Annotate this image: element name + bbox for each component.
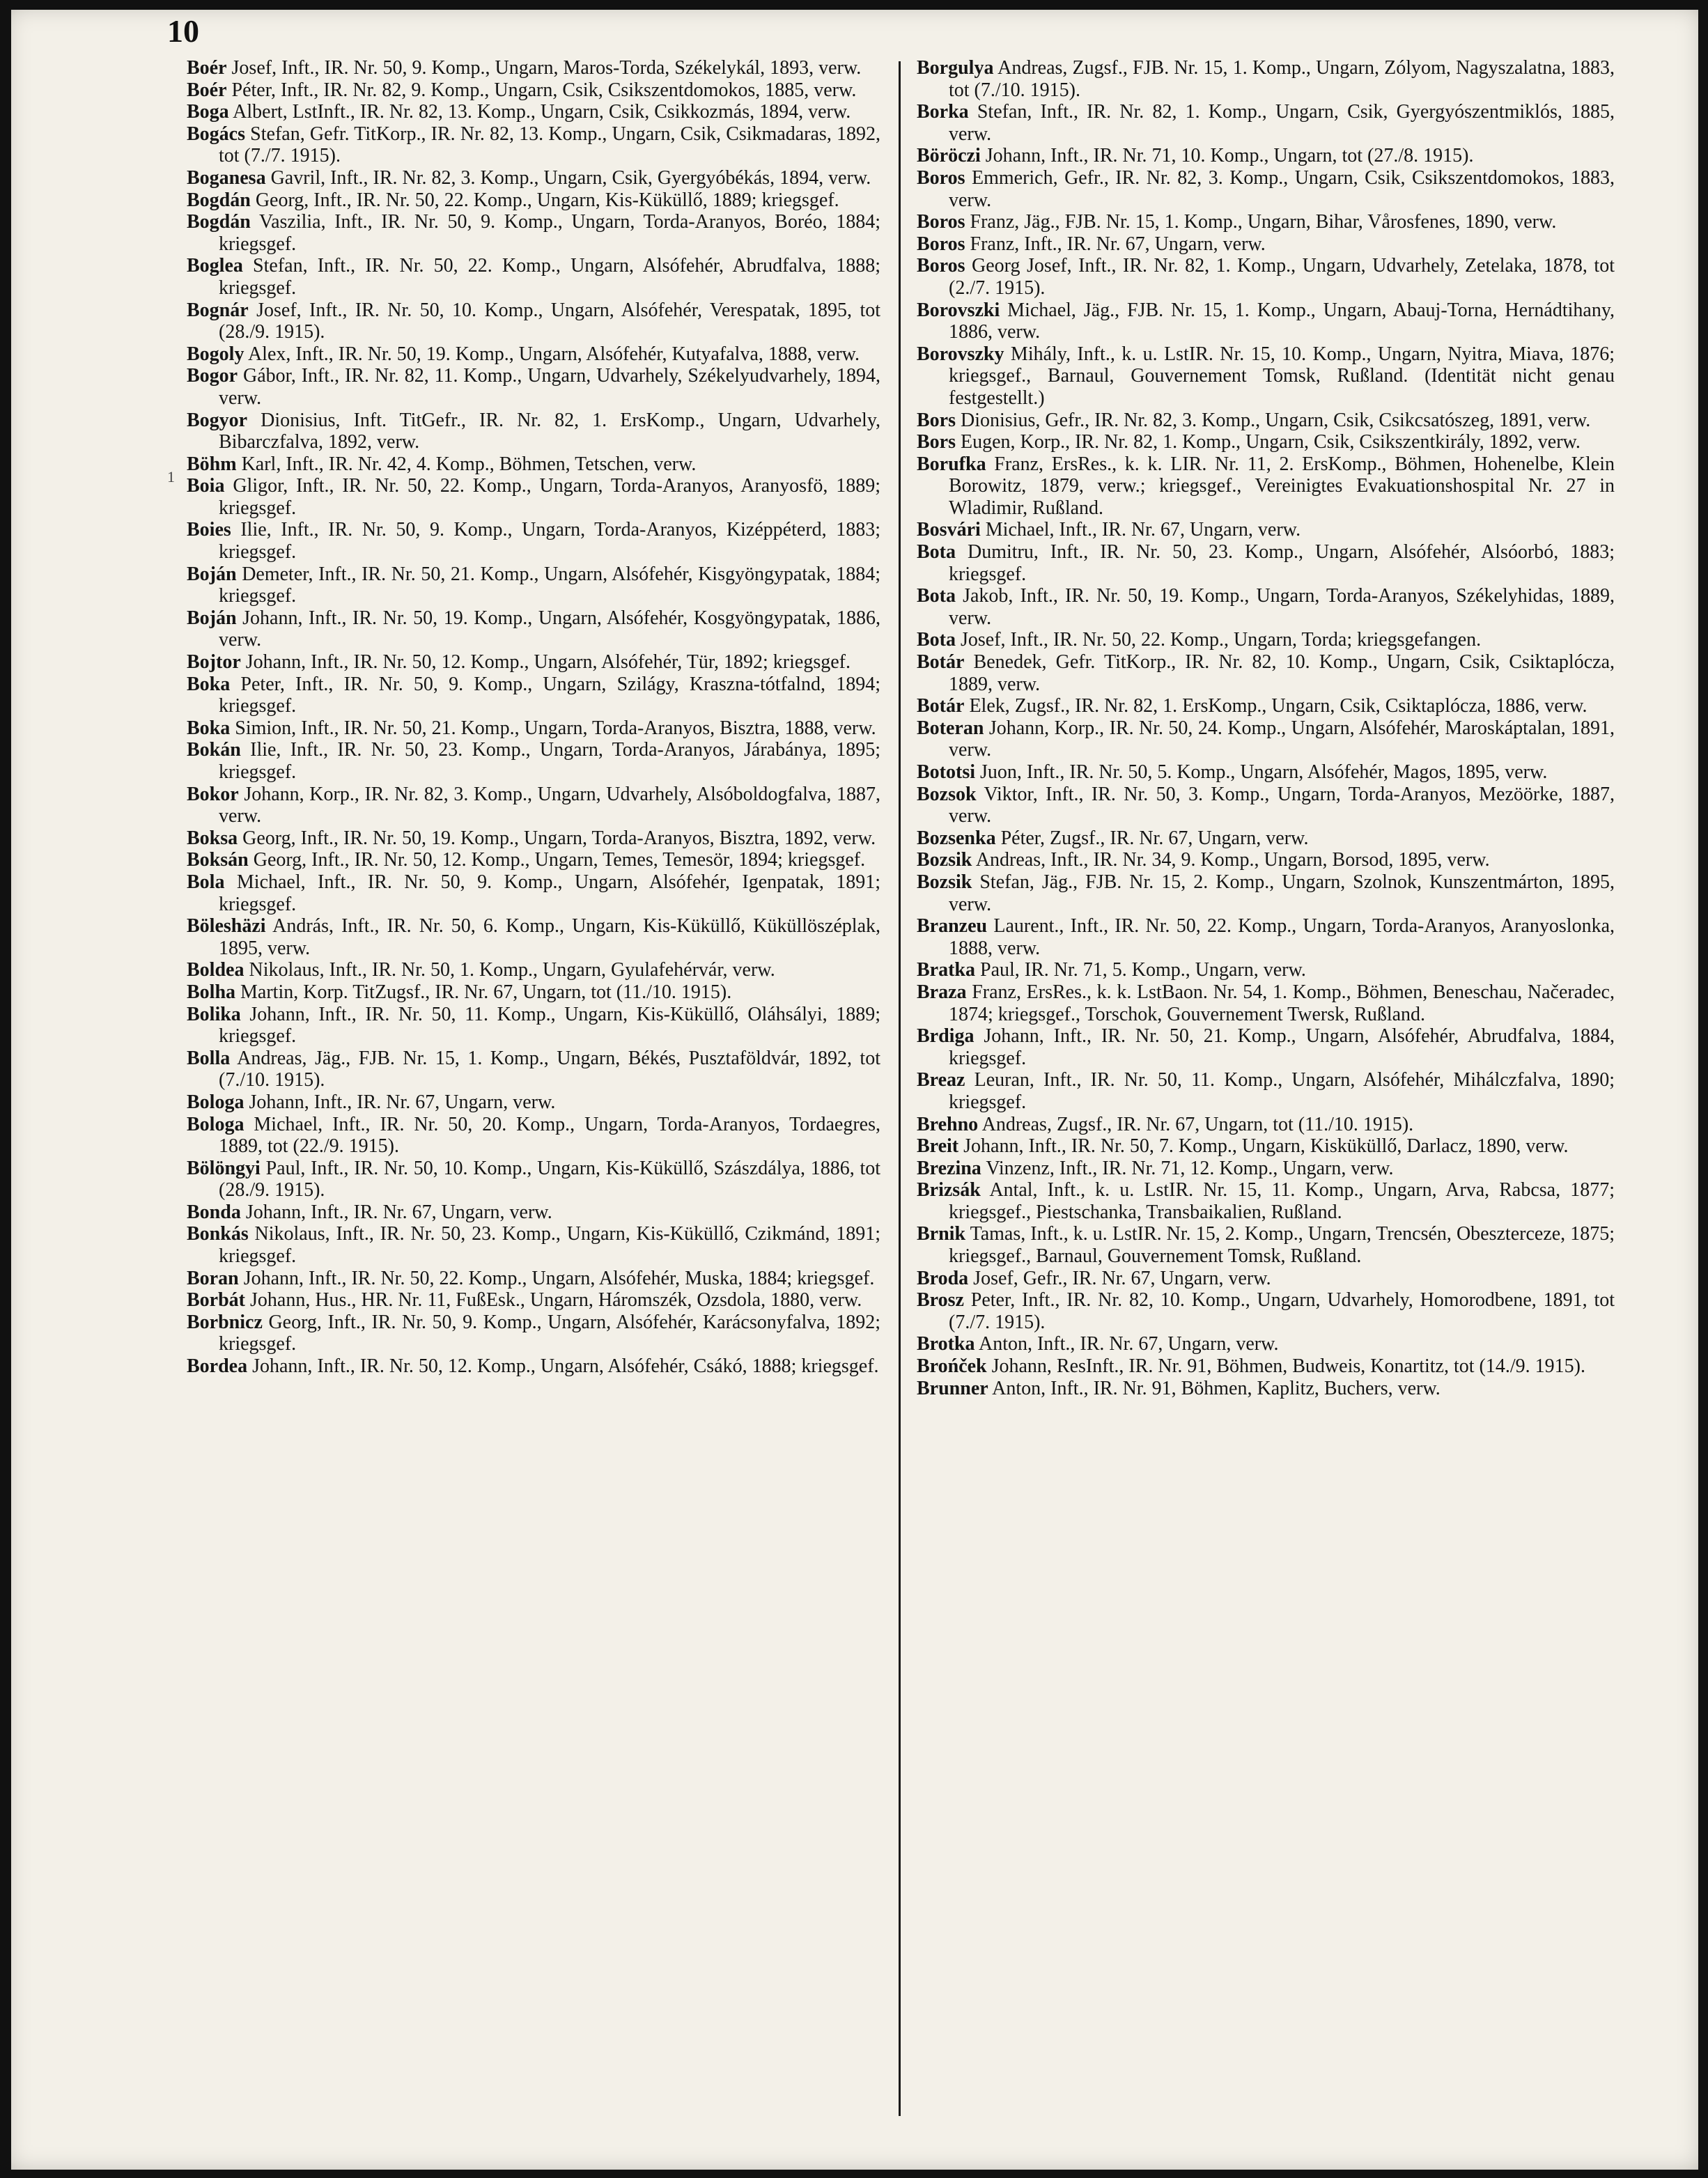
entry-details: Andreas, Zugsf., IR. Nr. 67, Ungarn, tot (11./10. 1915). <box>981 1113 1414 1135</box>
entry-details: Franz, Inft., IR. Nr. 67, Ungarn, verw. <box>970 233 1266 255</box>
entry-details: Albert, LstInft., IR. Nr. 82, 13. Komp., Ungarn, Csik, Csikkozmás, 1894, verw. <box>233 101 851 123</box>
entry-surname: Bordea <box>187 1355 248 1378</box>
entry-details: Alex, Inft., IR. Nr. 50, 19. Komp., Ungarn, Alsófehér, Kutyafalva, 1888, verw. <box>247 343 860 365</box>
entry-details: Stefan, Gefr. TitKorp., IR. Nr. 82, 13. Komp., Ungarn, Csik, Csikmadaras, 1892, tot (7./7. 1915). <box>219 123 880 167</box>
casualty-entry <box>917 959 1615 981</box>
entry-surname: Boros <box>917 166 965 189</box>
casualty-entry <box>187 57 880 79</box>
entry-surname: Böröczi <box>917 145 981 167</box>
entry-surname: Bojtor <box>187 651 241 674</box>
casualty-entry <box>187 827 880 850</box>
entry-surname: Bors <box>917 431 956 453</box>
entry-surname: Botár <box>917 695 965 717</box>
entry-details: Johann, Inft., IR. Nr. 50, 7. Komp., Ungarn, Kisküküllő, Darlacz, 1890, verw. <box>963 1135 1569 1158</box>
casualty-entry <box>917 761 1615 784</box>
casualty-entry <box>187 1312 880 1355</box>
casualty-entry <box>187 343 880 366</box>
entry-surname: Borgulya <box>917 57 994 79</box>
entry-details: Josef, Gefr., IR. Nr. 67, Ungarn, verw. <box>973 1267 1271 1289</box>
casualty-entry <box>917 300 1615 343</box>
casualty-entry <box>917 57 1615 101</box>
entry-surname: Bozsik <box>917 871 972 893</box>
entry-details: Benedek, Gefr. TitKorp., IR. Nr. 82, 10. Komp., Ungarn, Csik, Csiktaplócza, 1889, verw. <box>949 651 1615 695</box>
casualty-entry <box>917 519 1615 541</box>
entry-surname: Borbát <box>187 1289 245 1312</box>
entry-surname: Bonkás <box>187 1223 249 1245</box>
entry-details: Johann, ResInft., IR. Nr. 91, Böhmen, Budweis, Konartitz, tot (14./9. 1915). <box>991 1355 1585 1378</box>
entry-surname: Boies <box>187 519 231 541</box>
entry-details: Demeter, Inft., IR. Nr. 50, 21. Komp., Ungarn, Alsófehér, Kisgyöngypatak, 1884; kriegsgef. <box>219 563 880 607</box>
scan-border-left <box>0 0 11 2178</box>
entry-details: Johann, Inft., IR. Nr. 67, Ungarn, verw. <box>245 1201 552 1223</box>
scan-border-top <box>0 0 1708 10</box>
casualty-entry <box>917 1025 1615 1069</box>
casualty-entry <box>187 453 880 476</box>
entry-surname: Boér <box>187 57 227 79</box>
entry-details: Karl, Inft., IR. Nr. 42, 4. Komp., Böhmen, Tetschen, verw. <box>241 453 697 475</box>
entry-details: Emmerich, Gefr., IR. Nr. 82, 3. Komp., Ungarn, Csik, Csikszentdomokos, 1883, verw. <box>949 166 1615 211</box>
entry-details: Johann, Inft., IR. Nr. 50, 12. Komp., Ungarn, Alsófehér, Tür, 1892; kriegsgef. <box>245 651 851 674</box>
casualty-entry <box>917 1268 1615 1290</box>
casualty-entry <box>917 1223 1615 1267</box>
entry-details: Paul, Inft., IR. Nr. 50, 10. Komp., Ungarn, Kis-Küküllő, Szászdálya, 1886, tot (28./9. 1915). <box>219 1157 881 1201</box>
entry-details: Johann, Korp., IR. Nr. 82, 3. Komp., Ungarn, Udvarhely, Alsóboldogfalva, 1887, verw. <box>219 783 880 827</box>
entry-surname: Borbnicz <box>187 1311 263 1333</box>
entry-details: Josef, Inft., IR. Nr. 50, 22. Komp., Ungarn, Torda; kriegsgefangen. <box>961 629 1482 651</box>
entry-details: Vinzenz, Inft., IR. Nr. 71, 12. Komp., Ungarn, verw. <box>986 1157 1394 1179</box>
entry-details: Peter, Inft., IR. Nr. 82, 10. Komp., Ungarn, Udvarhely, Homorodbene, 1891, tot (7./7. 1915). <box>949 1289 1615 1333</box>
casualty-entry <box>917 1135 1615 1158</box>
entry-surname: Bozsok <box>917 783 977 805</box>
casualty-entry <box>917 211 1615 233</box>
entry-surname: Brehno <box>917 1113 979 1135</box>
left-column <box>187 57 880 1378</box>
entry-details: Viktor, Inft., IR. Nr. 50, 3. Komp., Ungarn, Torda-Aranyos, Mezöörke, 1887, verw. <box>949 783 1615 827</box>
entry-details: Michael, Jäg., FJB. Nr. 15, 1. Komp., Ungarn, Abauj-Torna, Hernádtihany, 1886, verw. <box>949 299 1615 343</box>
casualty-entry <box>187 519 880 563</box>
casualty-entry <box>187 1201 880 1224</box>
casualty-entry <box>917 410 1615 432</box>
entry-surname: Bogdán <box>187 189 251 211</box>
casualty-entry <box>917 233 1615 256</box>
entry-details: Elek, Zugsf., IR. Nr. 82, 1. ErsKomp., Ungarn, Csik, Csiktaplócza, 1886, verw. <box>969 695 1587 717</box>
entry-surname: Boia <box>187 475 225 497</box>
casualty-entry <box>187 849 880 871</box>
entry-surname: Boros <box>917 233 965 255</box>
entry-surname: Brońček <box>917 1355 987 1378</box>
entry-surname: Bototsi <box>917 761 975 783</box>
casualty-entry <box>187 607 880 651</box>
entry-surname: Bors <box>917 409 956 431</box>
entry-surname: Boldea <box>187 959 244 981</box>
casualty-entry <box>917 1333 1615 1355</box>
entry-surname: Brizsák <box>917 1179 981 1201</box>
entry-details: Georg, Inft., IR. Nr. 50, 22. Komp., Ungarn, Kis-Küküllő, 1889; kriegsgef. <box>255 189 839 211</box>
casualty-entry <box>187 1355 880 1378</box>
casualty-entry <box>187 1223 880 1267</box>
casualty-entry <box>917 453 1615 520</box>
entry-surname: Boteran <box>917 717 984 739</box>
scan-border-bottom <box>0 2170 1708 2178</box>
entry-details: Johann, Hus., HR. Nr. 11, FußEsk., Ungarn, Háromszék, Ozsdola, 1880, verw. <box>250 1289 862 1312</box>
casualty-entry <box>917 1355 1615 1378</box>
entry-surname: Bosvári <box>917 519 981 541</box>
entry-surname: Böhm <box>187 453 237 475</box>
page-number: 10 <box>167 13 199 49</box>
entry-surname: Brezina <box>917 1157 981 1179</box>
entry-surname: Boján <box>187 607 237 629</box>
casualty-entry <box>917 1158 1615 1180</box>
casualty-entry <box>917 871 1615 915</box>
right-column <box>917 57 1615 1399</box>
entry-details: Johann, Inft., IR. Nr. 50, 19. Komp., Ungarn, Alsófehér, Kosgyöngypatak, 1886, verw. <box>219 607 881 651</box>
casualty-entry <box>917 541 1615 585</box>
entry-details: Johann, Korp., IR. Nr. 50, 24. Komp., Ungarn, Alsófehér, Maroskáptalan, 1891, verw. <box>949 717 1615 761</box>
casualty-entry <box>917 849 1615 871</box>
entry-details: Anton, Inft., IR. Nr. 67, Ungarn, verw. <box>978 1333 1279 1355</box>
casualty-entry <box>187 189 880 212</box>
entry-details: Johann, Inft., IR. Nr. 67, Ungarn, verw. <box>249 1091 556 1113</box>
casualty-entry <box>917 1114 1615 1136</box>
casualty-entry <box>187 475 880 519</box>
entry-details: Andreas, Zugsf., FJB. Nr. 15, 1. Komp., Ungarn, Zólyom, Nagyszalatna, 1883, tot (7./10. 1915). <box>949 57 1615 101</box>
entry-details: Johann, Inft., IR. Nr. 50, 21. Komp., Ungarn, Alsófehér, Abrudfalva, 1884, kriegsgef. <box>949 1025 1615 1069</box>
entry-details: Anton, Inft., IR. Nr. 91, Böhmen, Kaplitz, Buchers, verw. <box>992 1377 1441 1399</box>
casualty-entry <box>917 717 1615 761</box>
entry-surname: Boér <box>187 79 227 101</box>
entry-details: Josef, Inft., IR. Nr. 50, 10. Komp., Ungarn, Alsófehér, Verespatak, 1895, tot (28./9. 1915). <box>219 299 881 343</box>
entry-surname: Breit <box>917 1135 959 1158</box>
entry-surname: Bogor <box>187 365 238 387</box>
entry-surname: Bonda <box>187 1201 241 1223</box>
entry-surname: Broda <box>917 1267 969 1289</box>
margin-mark: 1 <box>167 468 175 485</box>
casualty-entry <box>187 1091 880 1114</box>
entry-surname: Bolika <box>187 1003 241 1025</box>
casualty-entry <box>917 981 1615 1025</box>
casualty-entry <box>917 585 1615 629</box>
entry-surname: Brosz <box>917 1289 964 1312</box>
entry-details: Stefan, Jäg., FJB. Nr. 15, 2. Komp., Ungarn, Szolnok, Kunszentmárton, 1895, verw. <box>949 871 1615 915</box>
entry-surname: Boksa <box>187 827 238 849</box>
entry-surname: Branzeu <box>917 915 988 938</box>
entry-surname: Brunner <box>917 1377 988 1399</box>
casualty-entry <box>917 695 1615 717</box>
entry-details: Vaszilia, Inft., IR. Nr. 50, 9. Komp., Ungarn, Torda-Aranyos, Boréo, 1884; kriegsgef. <box>219 211 880 255</box>
entry-surname: Bolla <box>187 1047 231 1069</box>
entry-details: Georg, Inft., IR. Nr. 50, 19. Komp., Ungarn, Torda-Aranyos, Bisztra, 1892, verw. <box>242 827 876 849</box>
entry-details: Ilie, Inft., IR. Nr. 50, 23. Komp., Ungarn, Torda-Aranyos, Járabánya, 1895; kriegsgef. <box>219 739 881 783</box>
entry-details: Michael, Inft., IR. Nr. 50, 9. Komp., Ungarn, Alsófehér, Igenpatak, 1891; kriegsgef. <box>219 871 881 915</box>
entry-surname: Boros <box>917 255 965 277</box>
entry-surname: Böleshäzi <box>187 915 266 938</box>
entry-surname: Bogyor <box>187 409 248 431</box>
casualty-entry <box>187 410 880 453</box>
casualty-entry <box>917 651 1615 695</box>
entry-surname: Bogoly <box>187 343 244 365</box>
entry-details: Paul, IR. Nr. 71, 5. Komp., Ungarn, verw. <box>980 959 1306 981</box>
entry-surname: Bratka <box>917 959 975 981</box>
casualty-entry <box>917 629 1615 651</box>
entry-details: Franz, ErsRes., k. k. LstBaon. Nr. 54, 1. Komp., Böhmen, Beneschau, Načeradec, 1874; kriegsgef., Torschok, Gouvernement Twersk, Rußland. <box>949 981 1615 1025</box>
entry-details: Martin, Korp. TitZugsf., IR. Nr. 67, Ungarn, tot (11./10. 1915). <box>240 981 732 1003</box>
entry-surname: Borufka <box>917 453 986 475</box>
entry-surname: Bolha <box>187 981 236 1003</box>
entry-details: Gavril, Inft., IR. Nr. 82, 3. Komp., Ungarn, Csik, Gyergyóbékás, 1894, verw. <box>270 166 871 189</box>
entry-details: Franz, ErsRes., k. k. LIR. Nr. 11, 2. ErsKomp., Böhmen, Hohenelbe, Klein Borowitz, 1879, verw.; kriegsgef., Vereinigtes Evakuationshospital Nr. 27 in Wladimir, Rußland. <box>949 453 1615 519</box>
entry-details: Ilie, Inft., IR. Nr. 50, 9. Komp., Ungarn, Torda-Aranyos, Kizéppéterd, 1883; kriegsgef. <box>219 519 880 563</box>
casualty-entry <box>187 717 880 740</box>
casualty-entry <box>917 1069 1615 1113</box>
entry-details: Andreas, Jäg., FJB. Nr. 15, 1. Komp., Ungarn, Békés, Pusztaföldvár, 1892, tot (7./10. 1915). <box>219 1047 880 1091</box>
entry-details: Peter, Inft., IR. Nr. 50, 9. Komp., Ungarn, Szilágy, Kraszna-tótfalnd, 1894; kriegsgef. <box>219 673 880 717</box>
entry-details: Johann, Inft., IR. Nr. 50, 22. Komp., Ungarn, Alsófehér, Muska, 1884; kriegsgef. <box>243 1267 875 1289</box>
casualty-entry <box>187 167 880 189</box>
casualty-entry <box>187 255 880 299</box>
entry-surname: Boros <box>917 211 965 233</box>
entry-details: Georg Josef, Inft., IR. Nr. 82, 1. Komp., Ungarn, Udvarhely, Zetelaka, 1878, tot (2./7. 1915). <box>949 255 1615 299</box>
casualty-entry <box>187 915 880 959</box>
entry-details: Laurent., Inft., IR. Nr. 50, 22. Komp., Ungarn, Torda-Aranyos, Aranyoslonka, 1888, verw. <box>949 915 1615 959</box>
entry-details: Johann, Inft., IR. Nr. 50, 12. Komp., Ungarn, Alsófehér, Csákó, 1888; kriegsgef. <box>252 1355 879 1378</box>
column-divider <box>899 61 901 2116</box>
entry-surname: Braza <box>917 981 967 1003</box>
casualty-entry <box>917 1378 1615 1400</box>
casualty-entry <box>917 145 1615 167</box>
entry-details: Antal, Inft., k. u. LstIR. Nr. 15, 11. Komp., Ungarn, Arva, Rabcsa, 1877; kriegsgef., Piestschanka, Transbaikalien, Rußland. <box>949 1179 1615 1223</box>
entry-surname: Bognár <box>187 299 249 321</box>
entry-surname: Bota <box>917 585 956 607</box>
casualty-entry <box>917 1179 1615 1223</box>
casualty-entry <box>187 79 880 102</box>
entry-surname: Boganesa <box>187 166 266 189</box>
entry-surname: Bota <box>917 541 956 563</box>
entry-surname: Bokor <box>187 783 239 805</box>
casualty-entry <box>187 1004 880 1048</box>
entry-surname: Brdiga <box>917 1025 975 1048</box>
entry-details: Leuran, Inft., IR. Nr. 50, 11. Komp., Ungarn, Alsófehér, Mihálczfalva, 1890; kriegsgef. <box>949 1069 1615 1113</box>
entry-details: Andreas, Inft., IR. Nr. 34, 9. Komp., Ungarn, Borsod, 1895, verw. <box>975 849 1490 871</box>
entry-surname: Boksán <box>187 849 249 871</box>
casualty-entry <box>187 871 880 915</box>
entry-surname: Bologa <box>187 1113 244 1135</box>
entry-surname: Boran <box>187 1267 239 1289</box>
casualty-entry <box>917 1289 1615 1333</box>
entry-details: Michael, Inft., IR. Nr. 67, Ungarn, verw. <box>985 519 1301 541</box>
casualty-entry <box>187 211 880 255</box>
casualty-entry <box>917 827 1615 850</box>
entry-surname: Bozsenka <box>917 827 996 849</box>
casualty-entry <box>187 300 880 343</box>
casualty-entry <box>187 784 880 827</box>
casualty-entry <box>917 915 1615 959</box>
entry-details: Jakob, Inft., IR. Nr. 50, 19. Komp., Ungarn, Torda-Aranyos, Székelyhidas, 1889, verw. <box>949 585 1615 629</box>
casualty-entry <box>917 784 1615 827</box>
casualty-entry <box>187 674 880 717</box>
entry-details: Stefan, Inft., IR. Nr. 82, 1. Komp., Ungarn, Csik, Gyergyószentmiklós, 1885, verw. <box>949 101 1615 145</box>
entry-surname: Boka <box>187 673 231 695</box>
entry-details: Michael, Inft., IR. Nr. 50, 20. Komp., Ungarn, Torda-Aranyos, Tordaegres, 1889, tot (22./9. 1915). <box>219 1113 880 1158</box>
casualty-entry <box>187 1048 880 1091</box>
casualty-entry <box>917 343 1615 410</box>
entry-surname: Bozsik <box>917 849 972 871</box>
entry-surname: Bola <box>187 871 225 893</box>
casualty-entry <box>187 1158 880 1201</box>
casualty-entry <box>187 123 880 167</box>
entry-surname: Borovszky <box>917 343 1004 365</box>
entry-surname: Breaz <box>917 1069 965 1091</box>
casualty-entry <box>187 1289 880 1312</box>
entry-surname: Borovszki <box>917 299 1000 321</box>
entry-details: Johann, Inft., IR. Nr. 71, 10. Komp., Ungarn, tot (27./8. 1915). <box>985 145 1474 167</box>
entry-details: Georg, Inft., IR. Nr. 50, 9. Komp., Ungarn, Alsófehér, Karácsonyfalva, 1892; kriegsgef. <box>219 1311 881 1355</box>
entry-surname: Bokán <box>187 739 241 761</box>
entry-details: Eugen, Korp., IR. Nr. 82, 1. Komp., Ungarn, Csik, Csikszentkirály, 1892, verw. <box>961 431 1581 453</box>
entry-surname: Bota <box>917 629 956 651</box>
entry-surname: Boga <box>187 101 229 123</box>
entry-details: András, Inft., IR. Nr. 50, 6. Komp., Ungarn, Kis-Küküllő, Küküllöszéplak, 1895, verw. <box>219 915 880 959</box>
casualty-entry <box>917 101 1615 145</box>
casualty-entry <box>187 365 880 409</box>
entry-details: Simion, Inft., IR. Nr. 50, 21. Komp., Ungarn, Torda-Aranyos, Bisztra, 1888, verw. <box>235 717 876 739</box>
casualty-entry <box>187 1114 880 1158</box>
entry-surname: Boglea <box>187 255 243 277</box>
entry-details: Stefan, Inft., IR. Nr. 50, 22. Komp., Ungarn, Alsófehér, Abrudfalva, 1888; kriegsgef. <box>219 255 880 299</box>
entry-surname: Boján <box>187 563 237 585</box>
entry-details: Juon, Inft., IR. Nr. 50, 5. Komp., Ungarn, Alsófehér, Magos, 1895, verw. <box>980 761 1548 783</box>
entry-details: Dionisius, Inft. TitGefr., IR. Nr. 82, 1. ErsKomp., Ungarn, Udvarhely, Bibarczfalva, 1892, verw. <box>219 409 880 453</box>
casualty-entry <box>917 431 1615 453</box>
entry-details: Gligor, Inft., IR. Nr. 50, 22. Komp., Ungarn, Torda-Aranyos, Aranyosfö, 1889; kriegsgef. <box>219 475 881 519</box>
casualty-entry <box>187 981 880 1004</box>
entry-details: Nikolaus, Inft., IR. Nr. 50, 23. Komp., Ungarn, Kis-Küküllő, Czikmánd, 1891; kriegsgef. <box>219 1223 881 1268</box>
casualty-entry <box>187 739 880 783</box>
entry-details: Nikolaus, Inft., IR. Nr. 50, 1. Komp., Ungarn, Gyulafehérvár, verw. <box>249 959 775 981</box>
casualty-entry <box>187 563 880 607</box>
entry-details: Dionisius, Gefr., IR. Nr. 82, 3. Komp., Ungarn, Csik, Csikcsatószeg, 1891, verw. <box>961 409 1591 431</box>
entry-details: Gábor, Inft., IR. Nr. 82, 11. Komp., Ungarn, Udvarhely, Székelyudvarhely, 1894, verw. <box>219 365 880 409</box>
scan-border-right <box>1698 0 1708 2178</box>
entry-details: Franz, Jäg., FJB. Nr. 15, 1. Komp., Ungarn, Bihar, Vårosfenes, 1890, verw. <box>970 211 1557 233</box>
entry-surname: Botár <box>917 651 965 674</box>
entry-details: Péter, Zugsf., IR. Nr. 67, Ungarn, verw. <box>1000 827 1309 849</box>
entry-details: Dumitru, Inft., IR. Nr. 50, 23. Komp., Ungarn, Alsófehér, Alsóorbó, 1883; kriegsgef. <box>949 541 1615 585</box>
entry-surname: Bologa <box>187 1091 244 1113</box>
entry-details: Mihály, Inft., k. u. LstIR. Nr. 15, 10. Komp., Ungarn, Nyitra, Miava, 1876; kriegsgef., Barnaul, Gouvernement Tomsk, Rußland. (Identität nicht genau festgestellt.) <box>949 343 1615 409</box>
entry-details: Tamas, Inft., k. u. LstIR. Nr. 15, 2. Komp., Ungarn, Trencsén, Obeszterceze, 1875; kriegsgef., Barnaul, Gouvernement Tomsk, Rußland. <box>949 1223 1615 1268</box>
entry-details: Josef, Inft., IR. Nr. 50, 9. Komp., Ungarn, Maros-Torda, Székelykál, 1893, verw. <box>231 57 862 79</box>
casualty-entry <box>917 255 1615 299</box>
casualty-entry <box>917 167 1615 211</box>
entry-surname: Bogdán <box>187 211 251 233</box>
entry-details: Georg, Inft., IR. Nr. 50, 12. Komp., Ungarn, Temes, Temesör, 1894; kriegsgef. <box>253 849 866 871</box>
entry-details: Péter, Inft., IR. Nr. 82, 9. Komp., Ungarn, Csik, Csikszentdomokos, 1885, verw. <box>231 79 857 101</box>
casualty-entry <box>187 959 880 981</box>
casualty-entry <box>187 651 880 674</box>
entry-surname: Brotka <box>917 1333 975 1355</box>
entry-details: Johann, Inft., IR. Nr. 50, 11. Komp., Ungarn, Kis-Küküllő, Oláhsályi, 1889; kriegsgef. <box>219 1003 881 1048</box>
entry-surname: Bogács <box>187 123 245 145</box>
entry-surname: Boka <box>187 717 231 739</box>
entry-surname: Brnik <box>917 1223 966 1245</box>
casualty-entry <box>187 101 880 123</box>
entry-surname: Borka <box>917 101 969 123</box>
casualty-entry <box>187 1268 880 1290</box>
entry-surname: Bölöngyi <box>187 1157 261 1179</box>
